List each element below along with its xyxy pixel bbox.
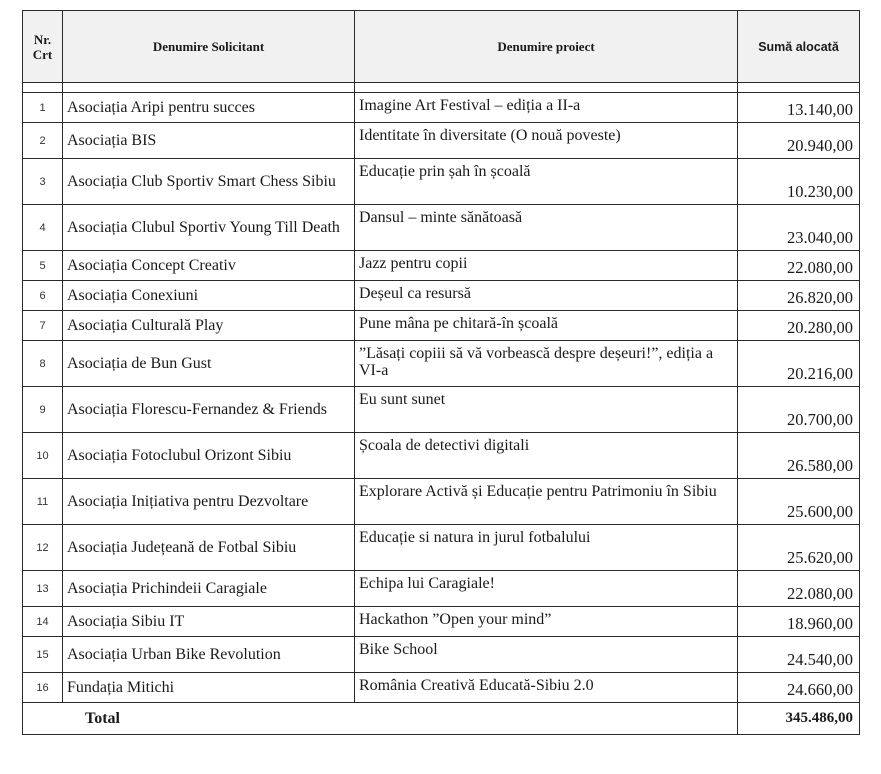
row-solicitant: Asociația Prichindeii Caragiale (63, 571, 355, 607)
row-solicitant: Asociația Culturală Play (63, 311, 355, 341)
row-solicitant: Asociația Conexiuni (63, 281, 355, 311)
row-suma: 26.820,00 (738, 281, 860, 311)
header-solicitant: Denumire Solicitant (63, 11, 355, 83)
table-row (23, 673, 860, 703)
table-row (23, 341, 860, 387)
table-row (23, 205, 860, 251)
row-solicitant: Asociația BIS (63, 123, 355, 159)
row-suma: 23.040,00 (738, 205, 860, 251)
header-proiect: Denumire proiect (355, 11, 738, 83)
table-header-row (23, 11, 860, 83)
row-number: 5 (23, 251, 63, 281)
row-number: 14 (23, 607, 63, 637)
row-suma: 20.280,00 (738, 311, 860, 341)
row-solicitant: Asociația Aripi pentru succes (63, 93, 355, 123)
header-nr-crt (23, 11, 63, 83)
row-suma: 22.080,00 (738, 251, 860, 281)
table-row (23, 159, 860, 205)
table-row (23, 281, 860, 311)
table-row (23, 251, 860, 281)
row-number: 8 (23, 341, 63, 387)
row-number: 6 (23, 281, 63, 311)
row-number: 4 (23, 205, 63, 251)
row-suma: 18.960,00 (738, 607, 860, 637)
table-row (23, 387, 860, 433)
table-row (23, 525, 860, 571)
table-row (23, 571, 860, 607)
row-solicitant: Asociația Clubul Sportiv Young Till Death (63, 205, 355, 251)
spacer-cell (23, 83, 63, 93)
row-suma: 22.080,00 (738, 571, 860, 607)
row-number: 12 (23, 525, 63, 571)
spacer-row (23, 83, 860, 93)
row-proiect: Bike School (355, 637, 738, 673)
row-solicitant: Asociația Florescu-Fernandez & Friends (63, 387, 355, 433)
row-proiect: Explorare Activă și Educație pentru Patrimoniu în Sibiu (355, 479, 738, 525)
row-suma: 10.230,00 (738, 159, 860, 205)
row-suma: 24.540,00 (738, 637, 860, 673)
table-row (23, 479, 860, 525)
spacer-cell (738, 83, 860, 93)
row-suma: 25.600,00 (738, 479, 860, 525)
row-proiect: Dansul – minte sănătoasă (355, 205, 738, 251)
row-suma: 24.660,00 (738, 673, 860, 703)
table-row (23, 433, 860, 479)
row-proiect: Jazz pentru copii (355, 251, 738, 281)
table-row (23, 607, 860, 637)
row-suma: 26.580,00 (738, 433, 860, 479)
row-proiect: Imagine Art Festival – ediția a II-a (355, 93, 738, 123)
row-suma: 20.700,00 (738, 387, 860, 433)
row-proiect: România Creativă Educată-Sibiu 2.0 (355, 673, 738, 703)
row-solicitant: Asociația Județeană de Fotbal Sibiu (63, 525, 355, 571)
row-solicitant: Asociația Concept Creativ (63, 251, 355, 281)
row-number: 15 (23, 637, 63, 673)
row-number: 7 (23, 311, 63, 341)
header-crt: Crt (32, 46, 53, 62)
row-suma: 20.940,00 (738, 123, 860, 159)
row-proiect: Educație prin șah în școală (355, 159, 738, 205)
row-proiect: Identitate în diversitate (O nouă poveste) (355, 123, 738, 159)
row-solicitant: Asociația Club Sportiv Smart Chess Sibiu (63, 159, 355, 205)
spacer-cell (63, 83, 355, 93)
row-solicitant: Asociația Fotoclubul Orizont Sibiu (63, 433, 355, 479)
total-label: Total (23, 703, 738, 735)
row-number: 11 (23, 479, 63, 525)
row-proiect: Echipa lui Caragiale! (355, 571, 738, 607)
row-proiect: Școala de detectivi digitali (355, 433, 738, 479)
total-value: 345.486,00 (738, 703, 860, 735)
row-number: 10 (23, 433, 63, 479)
table-row (23, 637, 860, 673)
row-solicitant: Asociația Inițiativa pentru Dezvoltare (63, 479, 355, 525)
row-proiect: Deșeul ca resursă (355, 281, 738, 311)
row-number: 13 (23, 571, 63, 607)
row-solicitant: Asociația Urban Bike Revolution (63, 637, 355, 673)
row-number: 16 (23, 673, 63, 703)
header-nr: Nr. (33, 31, 52, 47)
row-proiect: Hackathon ”Open your mind” (355, 607, 738, 637)
row-solicitant: Fundația Mitichi (63, 673, 355, 703)
row-suma: 20.216,00 (738, 341, 860, 387)
row-number: 1 (23, 93, 63, 123)
row-number: 3 (23, 159, 63, 205)
row-suma: 13.140,00 (738, 93, 860, 123)
header-suma: Sumă alocată (738, 11, 860, 83)
row-number: 2 (23, 123, 63, 159)
spacer-cell (355, 83, 738, 93)
row-proiect: Pune mâna pe chitară-în școală (355, 311, 738, 341)
row-proiect: Eu sunt sunet (355, 387, 738, 433)
row-suma: 25.620,00 (738, 525, 860, 571)
row-solicitant: Asociația de Bun Gust (63, 341, 355, 387)
total-row (23, 703, 860, 735)
row-proiect: ”Lăsați copiii să vă vorbească despre deșeuri!”, ediția a VI-a (355, 341, 738, 387)
row-solicitant: Asociația Sibiu IT (63, 607, 355, 637)
table-row (23, 311, 860, 341)
row-proiect: Educație si natura in jurul fotbalului (355, 525, 738, 571)
table-row (23, 123, 860, 159)
row-number: 9 (23, 387, 63, 433)
allocation-table (22, 10, 860, 735)
table-row (23, 93, 860, 123)
